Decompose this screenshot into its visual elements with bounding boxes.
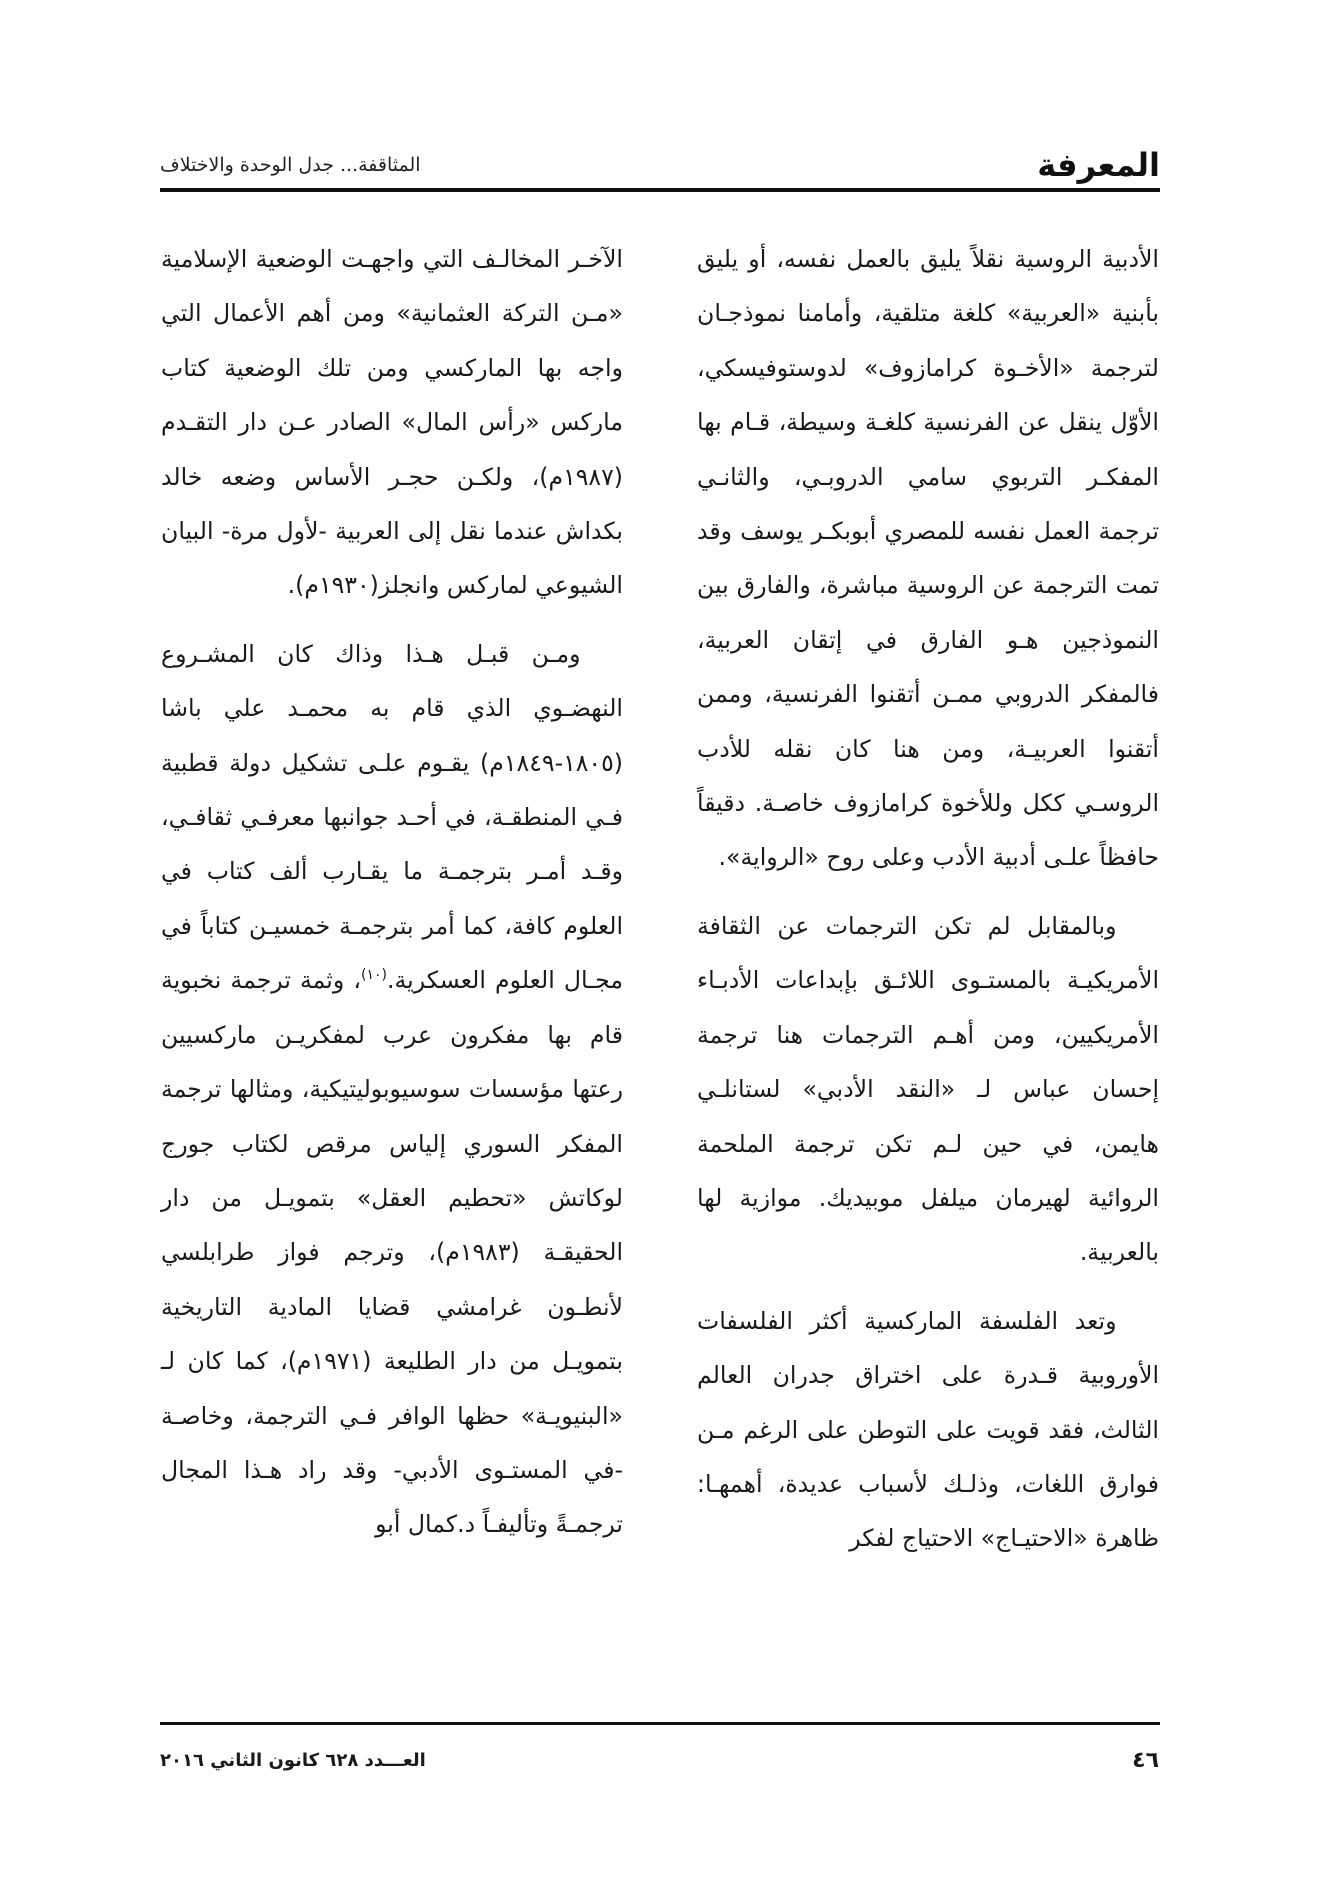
paragraph-text: ، وثمة ترجمة نخبوية قام بها مفكرون عرب لمفكريـن ماركسيين رعتها مؤسسات سوسيوبوليتيكية، ومثالها ترجمة المفكر السوري إلياس مرقص لكتاب جورج لوكاتش «تحطيم العقل» بتمويـل من دار الحقيقـة (١٩٨٣م)، وترجم فواز طرابلسي لأنطـون غرامشي قضايا المادية التاريخية بتمويـل من دار الطليعة (١٩٧١م)، كما كان لـ «البنيويـة» حظها الوافر فـي الترجمة، وخاصـة -في المستـوى الأدبي- وقد راد هـذا المجال ترجمـةً وتأليفـاً د.كمال أبو — [161, 966, 623, 1539]
magazine-logo: المعرفة — [1037, 146, 1160, 184]
footnote-reference: (١٠) — [361, 967, 387, 984]
paragraph: وتعد الفلسفة الماركسية أكثر الفلسفات الأوروبية قـدرة على اختراق جدران العالم الثالث، فقد قويت على التوطن على الرغم مـن فوارق اللغات، وذلـك لأسباب عديدة، أهمهـا: ظاهرة «الاحتيـاج» الاحتياج لفكر — [697, 1306, 1159, 1553]
page-number: ٤٦ — [1132, 1748, 1159, 1773]
paragraph: وبالمقابل لم تكن الترجمات عن الثقافة الأمريكيـة بالمستـوى اللائـق بإبداعات الأدبـاء الأمريكيين، ومن أهـم الترجمات هنا ترجمة إحسان عباس لـ «النقد الأدبي» لستانلـي هايمن، في حين لـم تكن ترجمة الملحمة الروائية لهيرمان ميلفل موبيديك. موازية لها بالعربية. — [697, 911, 1159, 1267]
paragraph-text: ومـن قبـل هـذا وذاك كان المشـروع النهضـوي الذي قام به محمـد علي باشا (١٨٠٥-١٨٤٩م) يقـوم علـى تشكيل دولة قطبية فـي المنطقـة، في أحـد جوانبها معرفـي ثقافـي، وقـد أمـر بترجمـة ما يقـارب ألف كتاب في العلوم كافة، كما أمر بترجمـة خمسيـن كتاباً في مجـال العلوم العسكرية. — [161, 639, 623, 995]
running-title: المثاقفة... جدل الوحدة والاختلاف — [160, 154, 421, 176]
page-header — [160, 140, 1160, 190]
right-column — [697, 232, 1159, 1566]
issue-info: العـــدد ٦٢٨ كانون الثاني ٢٠١٦ — [160, 1750, 426, 1771]
left-column — [161, 232, 623, 1552]
paragraph: الآخـر المخالـف التي واجهـت الوضعية الإسلامية «مـن التركة العثمانية» ومن أهم الأعمال التي واجه بها الماركسي ومن تلك الوضعية كتاب ماركس «رأس المال» الصادر عـن دار التقـدم (١٩٨٧م)، ولكـن حجـر الأساس وضعه خالد بكداش عندما نقل إلى العربية -لأول مرة- البيان الشيوعي لماركس وانجلز(١٩٣٠م). — [161, 245, 623, 600]
paragraph — [161, 627, 623, 1552]
footer-divider — [160, 1722, 1160, 1725]
paragraph: الأدبية الروسية نقلاً يليق بالعمل نفسه، أو يليق بأبنية «العربية» كلغة متلقية، وأمامنا نموذجـان لترجمة «الأخـوة كرامازوف» لدوستوفيسكي، الأوّل ينقل عن الفرنسية كلغـة وسيطة، قـام بها المفكـر التربوي سامي الدروبـي، والثانـي ترجمة العمل نفسه للمصري أبوبكـر يوسف وقد تمت الترجمة عن الروسية مباشرة، والفارق بين النموذجين هـو الفارق في إتقان العربية، فالمفكر الدروبي ممـن أتقنوا الفرنسية، وممن أتقنوا العربيـة، ومن هنا كان نقله للأدب الروسـي ككل وللأخوة كرامازوف خاصـة. دقيقاً حافظاً علـى أدبية الأدب وعلى روح «الرواية». — [697, 245, 1159, 872]
header-divider — [160, 188, 1160, 192]
